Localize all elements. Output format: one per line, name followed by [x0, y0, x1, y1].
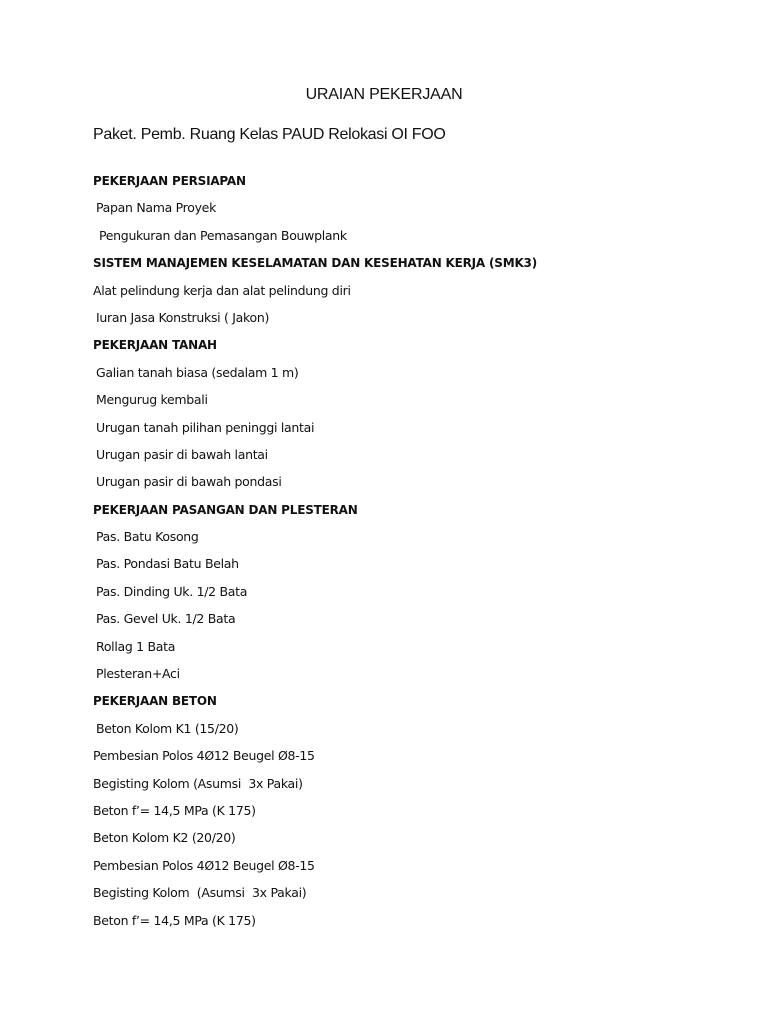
list-item: Pembesian Polos 4Ø12 Beugel Ø8-15 [93, 748, 315, 764]
list-item: Begisting Kolom (Asumsi 3x Pakai) [93, 885, 307, 901]
list-item: Begisting Kolom (Asumsi 3x Pakai) [93, 775, 303, 791]
list-item: Beton f’= 14,5 MPa (K 175) [93, 802, 256, 818]
list-item: Pas. Gevel Uk. 1/2 Bata [96, 611, 236, 627]
list-item: Urugan pasir di bawah lantai [96, 446, 268, 462]
list-item: Beton Kolom K2 (20/20) [93, 830, 236, 846]
list-item: Papan Nama Proyek [96, 200, 217, 216]
document-subtitle: Paket. Pemb. Ruang Kelas PAUD Relokasi OI FOO [93, 126, 446, 143]
work-item-list [93, 172, 713, 939]
list-item: Mengurug kembali [96, 392, 208, 408]
section-heading-tanah: PEKERJAAN TANAH [93, 338, 217, 353]
list-item: Iuran Jasa Konstruksi ( Jakon) [96, 309, 270, 325]
list-item: Pengukuran dan Pemasangan Bouwplank [99, 227, 347, 243]
list-item: Pas. Dinding Uk. 1/2 Bata [96, 583, 248, 599]
section-heading-pasangan: PEKERJAAN PASANGAN DAN PLESTERAN [93, 502, 358, 517]
list-item: Beton f’= 14,5 MPa (K 175) [93, 912, 256, 928]
list-item: Plesteran+Aci [96, 666, 180, 682]
list-item: Beton Kolom K1 (15/20) [96, 720, 239, 736]
list-item: Rollag 1 Bata [96, 638, 176, 654]
list-item: Alat pelindung kerja dan alat pelindung diri [93, 282, 351, 298]
list-item: Urugan tanah pilihan peninggi lantai [96, 419, 315, 435]
list-item: Pas. Batu Kosong [96, 529, 199, 545]
section-heading-smk3: SISTEM MANAJEMEN KESELAMATAN DAN KESEHATAN KERJA (SMK3) [93, 256, 537, 271]
document-title: URAIAN PEKERJAAN [305, 86, 463, 103]
list-item: Urugan pasir di bawah pondasi [96, 474, 282, 490]
section-heading-persiapan: PEKERJAAN PERSIAPAN [93, 174, 246, 188]
list-item: Galian tanah biasa (sedalam 1 m) [96, 364, 299, 380]
section-heading-beton: PEKERJAAN BETON [93, 694, 217, 709]
list-item: Pas. Pondasi Batu Belah [96, 556, 239, 572]
list-item: Pembesian Polos 4Ø12 Beugel Ø8-15 [93, 857, 315, 873]
